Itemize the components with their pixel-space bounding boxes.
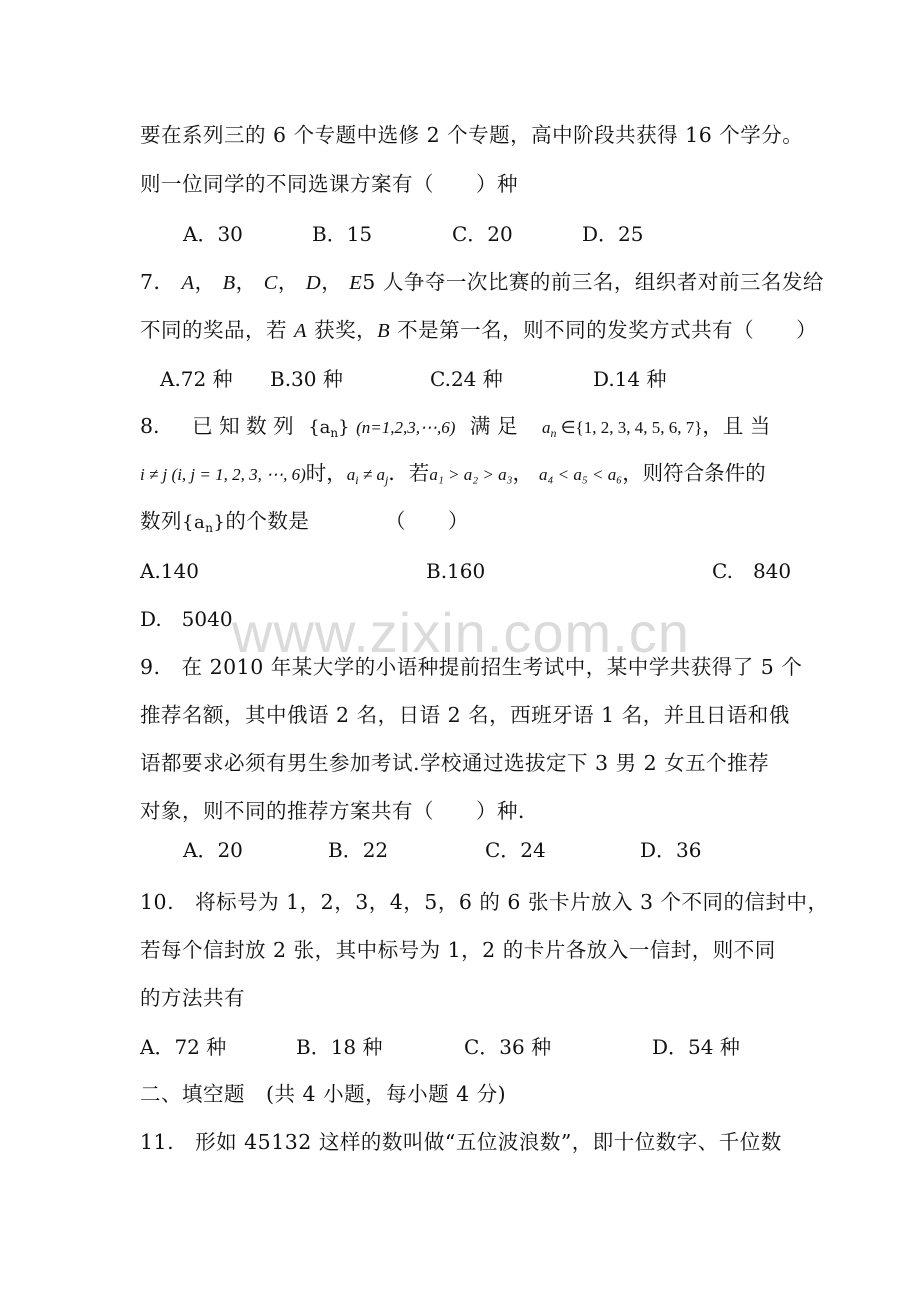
q7-option-b: B.30 种 [270, 367, 343, 391]
q8-option-c: C. 840 [712, 559, 792, 583]
q8-line-3-b: 的个数是 [225, 509, 310, 533]
q7-option-c: C.24 种 [430, 367, 503, 391]
q8-number: 8. [140, 414, 160, 438]
q7-option-a: A.72 种 [160, 367, 233, 391]
q8-option-d: D. 5040 [140, 607, 233, 631]
q8-line-1-end: ，且 当 [702, 414, 771, 438]
q9-line-3: 语都要求必须有男生参加考试.学校通过选拔定下 3 男 2 女五个推荐 [140, 751, 770, 775]
q8-ineq-2: a₄ < a₅ < a₆ [539, 465, 623, 484]
section-2-title: 二、填空题 (共 4 小题，每小题 4 分) [140, 1082, 507, 1106]
q8-sequence: $\{a_n\}$ [308, 417, 350, 440]
q7-var-a: A [181, 272, 195, 294]
q7-line-1-rest: 5 人争夺一次比赛的前三名，组织者对前三名发给 [362, 270, 824, 294]
q11-line-1: 11. 形如 45132 这样的数叫做“五位波浪数”，即十位数字、千位数 [140, 1130, 782, 1154]
q7-line-2-c: 不是第一名，则不同的发奖方式共有（ ） [390, 318, 818, 342]
q7-var-b: B [222, 272, 236, 294]
q8-satisfy: 满 足 [469, 414, 518, 438]
q8-line-3-a: 数列 [140, 509, 182, 533]
q8-shi: 时， [305, 461, 347, 485]
q8-line-1-a: 已 知 数 列 [192, 414, 294, 438]
q7-var-b-2: B [377, 320, 391, 342]
q6-option-a: A．30 [183, 222, 243, 246]
q7-var-a-2: A [294, 320, 308, 342]
q7-option-d: D.14 种 [593, 367, 667, 391]
q6-option-b: B．15 [312, 222, 373, 246]
q8-index-condition: i ≠ j (i, j = 1, 2, 3, ⋯, 6) [140, 465, 306, 484]
q9-option-c: C．24 [485, 838, 546, 862]
q8-line-2-end: ，则符合条件的 [622, 461, 766, 485]
q10-option-b: B．18 种 [296, 1035, 383, 1059]
q9-option-a: A．20 [183, 838, 243, 862]
q7-line-2-a: 不同的奖品，若 [140, 318, 295, 342]
q8-ruo: ．若 [388, 461, 430, 485]
q6-option-c: C．20 [452, 222, 513, 246]
q9-line-4: 对象，则不同的推荐方案共有（ ）种． [140, 799, 539, 823]
q7-line-1: 7． A， B， C， D， E5 人争夺一次比赛的前三名，组织者对前三名发给 [140, 270, 824, 294]
q8-range: (n=1,2,3,⋯,6) [356, 418, 456, 437]
q6-line-1: 要在系列三的 6 个专题中选修 2 个专题，高中阶段共获得 16 个学分。 [140, 123, 804, 147]
q10-line-3: 的方法共有 [140, 986, 245, 1010]
q7-var-c: C [263, 272, 278, 294]
q10-line-1: 10. 将标号为 1，2，3，4，5，6 的 6 张卡片放入 3 个不同的信封中， [140, 890, 829, 914]
q8-ineq-1: a₁ > a₂ > a₃ [429, 465, 513, 484]
q7-number: 7． [140, 270, 175, 294]
q8-neq: $a_i \ne a_j$ [346, 465, 389, 487]
q6-option-d: D．25 [582, 222, 644, 246]
q10-option-a: A．72 种 [140, 1035, 227, 1059]
q9-option-b: B．22 [328, 838, 389, 862]
q9-line-1: 9. 在 2010 年某大学的小语种提前招生考试中，某中学共获得了 5 个 [140, 655, 803, 679]
q9-option-d: D．36 [640, 838, 702, 862]
q7-line-2-b: 获奖， [307, 318, 378, 342]
q7-var-d: D [305, 272, 322, 294]
watermark: www.zixin.com.cn [232, 601, 690, 664]
q9-line-2: 推荐名额，其中俄语 2 名，日语 2 名，西班牙语 1 名，并且日语和俄 [140, 703, 790, 727]
q7-var-e: E [349, 272, 363, 294]
q6-line-2: 则一位同学的不同选课方案有（ ）种 [140, 172, 518, 196]
q8-line-3 [140, 507, 469, 542]
q8-sequence-2: $\{a_n\}$ [182, 512, 226, 535]
q10-line-2: 若每个信封放 2 张，其中标号为 1，2 的卡片各放入一信封，则不同 [140, 938, 776, 962]
q8-condition: $a_n$ ∈{1, 2, 3, 4, 5, 6, 7} [541, 418, 703, 440]
q7-line-2 [140, 316, 817, 345]
q8-option-b: B.160 [426, 559, 486, 583]
q8-answer-paren: （ ） [385, 509, 469, 533]
q8-line-2: i ≠ j (i, j = 1, 2, 3, ⋯, 6)时，$a_i \ne a_j$．若a₁ > a₂ > a₃， a₄ < a₅ < a₆，则符合条件的 [140, 461, 766, 487]
q10-option-d: D．54 种 [652, 1035, 740, 1059]
q10-option-c: C．36 种 [464, 1035, 552, 1059]
q8-line-1 [140, 412, 770, 447]
q8-option-a: A.140 [140, 559, 199, 583]
